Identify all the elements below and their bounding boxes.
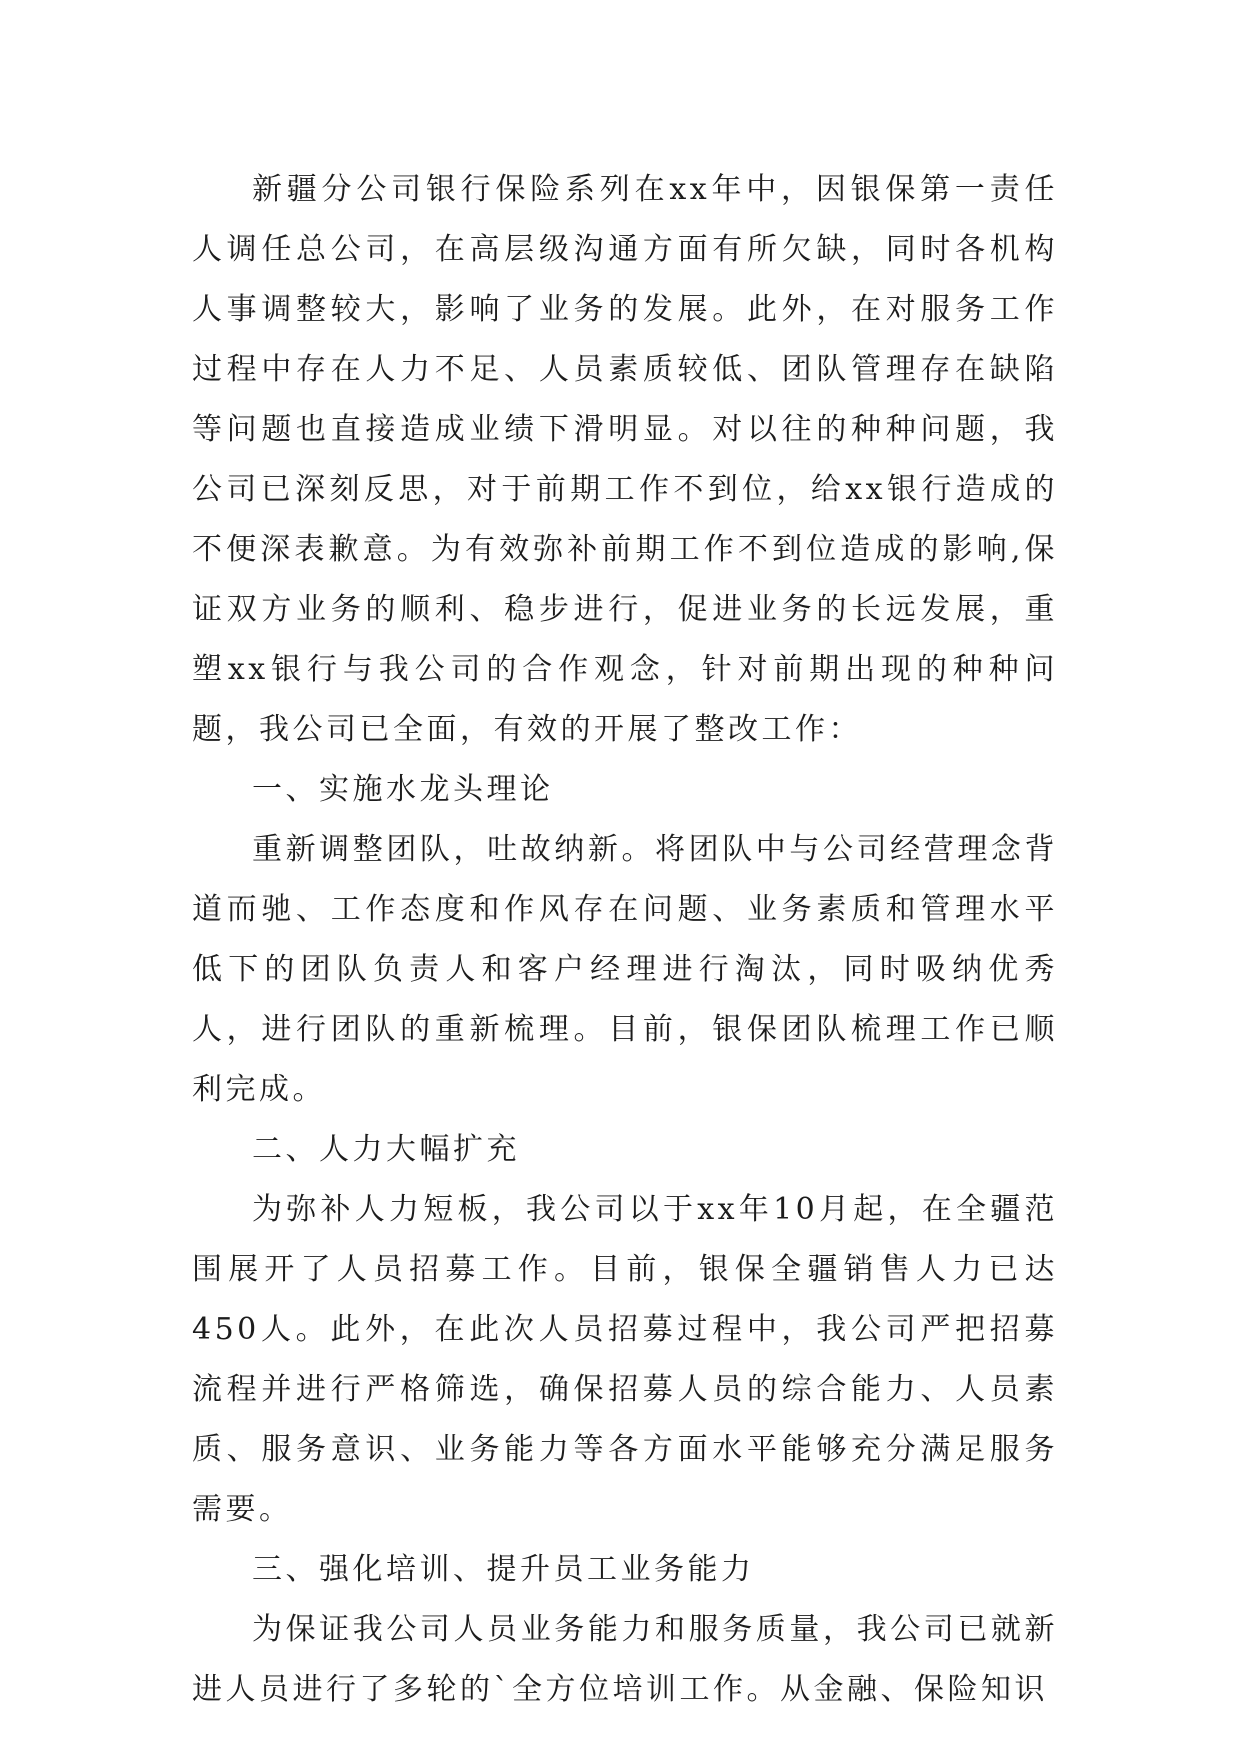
intro-paragraph: 新疆分公司银行保险系列在xx年中，因银保第一责任人调任总公司，在高层级沟通方面有所欠缺，同时各机构人事调整较大，影响了业务的发展。此外，在对服务工作过程中存在人力不足、人员素质较低、团队管理存在缺陷等问题也直接造成业绩下滑明显。对以往的种种问题，我公司已深刻反思，对于前期工作不到位，给xx银行造成的不便深表歉意。为有效弥补前期工作不到位造成的影响,保证双方业务的顺利、稳步进行，促进业务的长远发展，重塑xx银行与我公司的合作观念，针对前期出现的种种问题，我公司已全面，有效的开展了整改工作： — [192, 172, 1058, 747]
document-body — [192, 160, 1058, 1720]
section-heading-2: 二、人力大幅扩充 — [252, 1132, 520, 1167]
section-paragraph-3: 为保证我公司人员业务能力和服务质量，我公司已就新进人员进行了多轮的`全方位培训工作。从金融、保险知识 — [192, 1612, 1058, 1707]
section-paragraph-2: 为弥补人力短板，我公司以于xx年10月起，在全疆范围展开了人员招募工作。目前，银保全疆销售人力已达450人。此外，在此次人员招募过程中，我公司严把招募流程并进行严格筛选，确保招募人员的综合能力、人员素质、服务意识、业务能力等各方面水平能够充分满足服务需要。 — [192, 1192, 1058, 1527]
section-heading-1: 一、实施水龙头理论 — [252, 772, 554, 807]
section-paragraph-1: 重新调整团队，吐故纳新。将团队中与公司经营理念背道而驰、工作态度和作风存在问题、业务素质和管理水平低下的团队负责人和客户经理进行淘汰，同时吸纳优秀人，进行团队的重新梳理。目前，银保团队梳理工作已顺利完成。 — [192, 832, 1058, 1107]
section-heading-3: 三、强化培训、提升员工业务能力 — [252, 1552, 755, 1587]
